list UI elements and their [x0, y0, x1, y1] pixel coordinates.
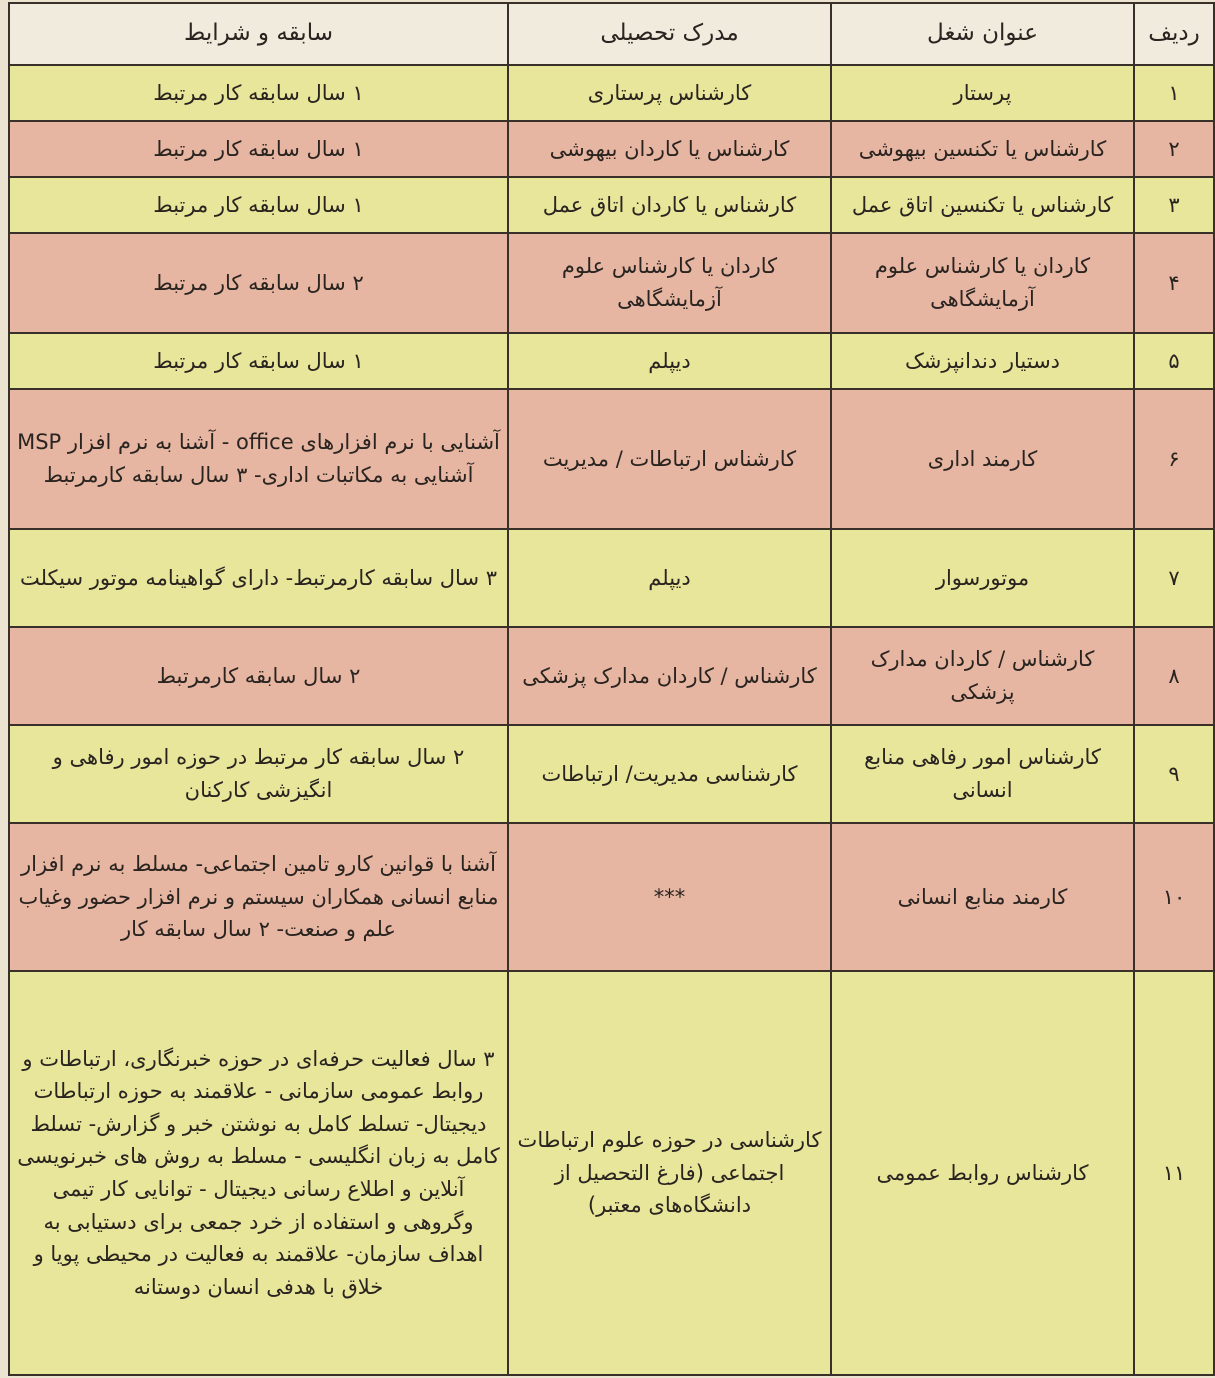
row-job-title: دستیار دندانپزشک — [831, 333, 1134, 389]
job-listing-table — [8, 2, 1215, 1376]
row-index: ۸ — [1134, 627, 1214, 725]
row-conditions: ۱ سال سابقه کار مرتبط — [9, 65, 508, 121]
row-index: ۳ — [1134, 177, 1214, 233]
table-row — [9, 971, 1214, 1375]
row-job-title: کارشناس روابط عمومی — [831, 971, 1134, 1375]
table-header-row — [9, 3, 1214, 65]
row-job-title: کارشناس امور رفاهی منابع انسانی — [831, 725, 1134, 823]
row-education: کارشناسی در حوزه علوم ارتباطات اجتماعی (فارغ التحصیل از دانشگاه‌های معتبر) — [508, 971, 831, 1375]
row-education: کارشناس یا کاردان بیهوشی — [508, 121, 831, 177]
row-education: دیپلم — [508, 333, 831, 389]
row-education: کارشناس ارتباطات / مدیریت — [508, 389, 831, 529]
table-row — [9, 823, 1214, 971]
row-job-title: کارمند اداری — [831, 389, 1134, 529]
row-conditions: ۲ سال سابقه کار مرتبط — [9, 233, 508, 333]
table-row — [9, 121, 1214, 177]
row-education: کارشناس یا کاردان اتاق عمل — [508, 177, 831, 233]
row-job-title: پرستار — [831, 65, 1134, 121]
row-conditions: ۱ سال سابقه کار مرتبط — [9, 333, 508, 389]
row-conditions: ۳ سال فعالیت حرفه‌ای در حوزه خبرنگاری، ارتباطات و روابط عمومی سازمانی - علاقمند به حوزه ارتباطات دیجیتال- تسلط کامل به نوشتن خبر و گزارش- تسلط کامل به زبان انگلیسی - مسلط به روش های خبرنویسی آنلاین و اطلاع رسانی دیجیتال - توانایی کار تیمی وگروهی و استفاده از خرد جمعی برای دستیابی به اهداف سازمان- علاقمند به فعالیت در محیطی پویا و خلاق با هدفی انسان دوستانه — [9, 971, 508, 1375]
row-index: ۶ — [1134, 389, 1214, 529]
row-conditions: ۱ سال سابقه کار مرتبط — [9, 121, 508, 177]
row-index: ۹ — [1134, 725, 1214, 823]
row-index: ۷ — [1134, 529, 1214, 627]
table-row — [9, 177, 1214, 233]
row-index: ۵ — [1134, 333, 1214, 389]
row-job-title: کارشناس / کاردان مدارک پزشکی — [831, 627, 1134, 725]
row-job-title: کارشناس یا تکنسین اتاق عمل — [831, 177, 1134, 233]
table-row — [9, 233, 1214, 333]
header-index: ردیف — [1134, 3, 1214, 65]
table-row — [9, 529, 1214, 627]
row-index: ۱۱ — [1134, 971, 1214, 1375]
row-conditions: آشنا با قوانین کارو تامین اجتماعی- مسلط به نرم افزار منابع انسانی همکاران سیستم و نرم افزار حضور وغیاب علم و صنعت- ۲ سال سابقه کار — [9, 823, 508, 971]
table-row — [9, 333, 1214, 389]
table-row — [9, 389, 1214, 529]
table-row — [9, 65, 1214, 121]
header-education: مدرک تحصیلی — [508, 3, 831, 65]
row-conditions: آشنایی با نرم افزارهای office - آشنا به نرم افزار MSP آشنایی به مکاتبات اداری- ۳ سال سابقه کارمرتبط — [9, 389, 508, 529]
table-row — [9, 627, 1214, 725]
row-index: ۲ — [1134, 121, 1214, 177]
row-education: *** — [508, 823, 831, 971]
row-conditions: ۲ سال سابقه کار مرتبط در حوزه امور رفاهی و انگیزشی کارکنان — [9, 725, 508, 823]
row-conditions: ۱ سال سابقه کار مرتبط — [9, 177, 508, 233]
row-index: ۱ — [1134, 65, 1214, 121]
row-job-title: موتورسوار — [831, 529, 1134, 627]
row-education: کارشناس پرستاری — [508, 65, 831, 121]
row-job-title: کارشناس یا تکنسین بیهوشی — [831, 121, 1134, 177]
row-job-title: کارمند منابع انسانی — [831, 823, 1134, 971]
header-job-title: عنوان شغل — [831, 3, 1134, 65]
row-education: کارشناس / کاردان مدارک پزشکی — [508, 627, 831, 725]
row-conditions: ۳ سال سابقه کارمرتبط- دارای گواهینامه موتور سیکلت — [9, 529, 508, 627]
row-index: ۱۰ — [1134, 823, 1214, 971]
row-education: کاردان یا کارشناس علوم آزمایشگاهی — [508, 233, 831, 333]
table-row — [9, 725, 1214, 823]
row-index: ۴ — [1134, 233, 1214, 333]
row-job-title: کاردان یا کارشناس علوم آزمایشگاهی — [831, 233, 1134, 333]
row-education: دیپلم — [508, 529, 831, 627]
row-conditions: ۲ سال سابقه کارمرتبط — [9, 627, 508, 725]
header-conditions: سابقه و شرایط — [9, 3, 508, 65]
row-education: کارشناسی مدیریت/ ارتباطات — [508, 725, 831, 823]
